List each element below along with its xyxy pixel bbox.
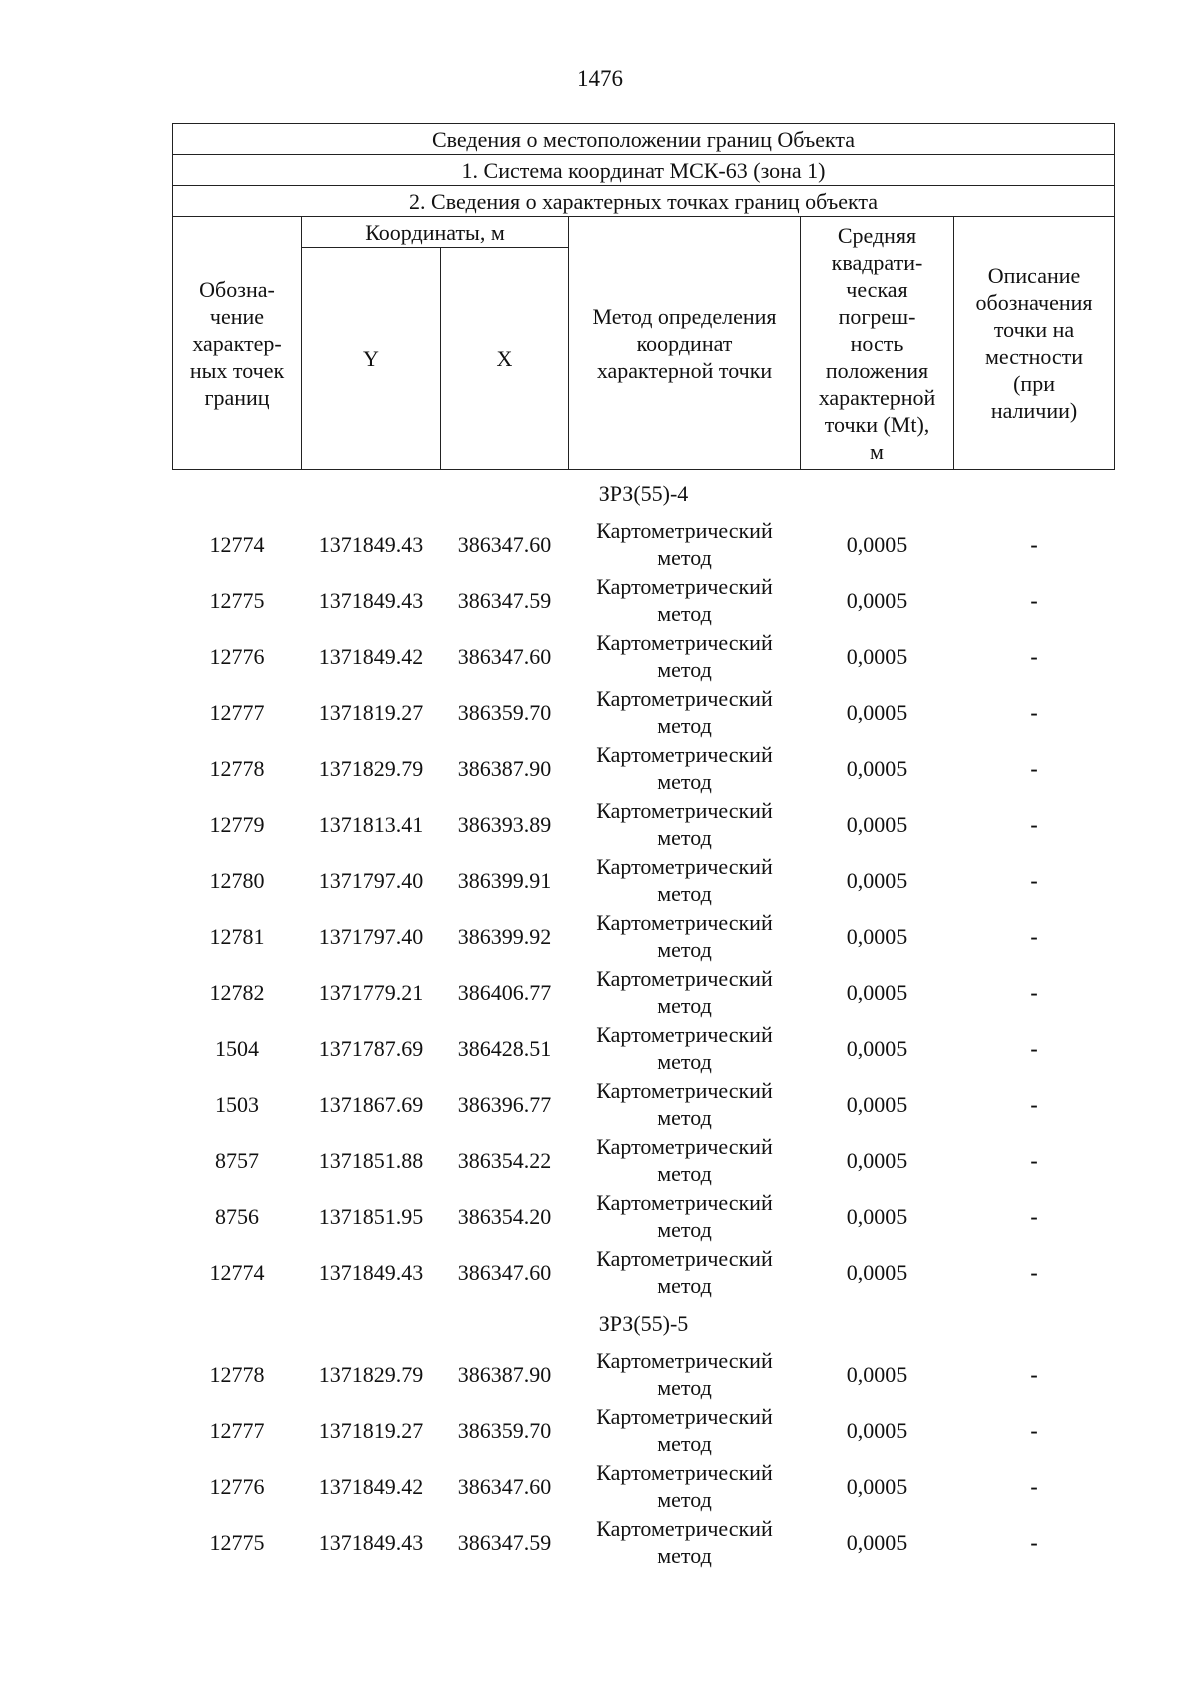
- coordinate-system: 1. Система координат МСК-63 (зона 1): [173, 155, 1115, 186]
- y-coordinate-cell: 1371819.27: [318, 1417, 424, 1443]
- x-coordinate-cell: 386399.92: [457, 923, 552, 949]
- table-row: [173, 1244, 1115, 1300]
- y-coordinate-cell: 1371797.40: [318, 923, 424, 949]
- method-cell: Картометрический метод: [596, 574, 773, 626]
- y-coordinate-cell: 1371849.42: [318, 1473, 424, 1499]
- table-row: [173, 1188, 1115, 1244]
- y-coordinate-cell: 1371829.79: [318, 755, 424, 781]
- description-cell: -: [1030, 1035, 1038, 1061]
- table-row: [173, 1076, 1115, 1132]
- table-row: [173, 628, 1115, 684]
- point-cell: 12778: [209, 755, 265, 781]
- y-coordinate-cell: 1371829.79: [318, 1361, 424, 1387]
- method-cell: Картометрический метод: [596, 630, 773, 682]
- page-number: 1476: [577, 66, 623, 91]
- method-cell: Картометрический метод: [596, 1404, 773, 1456]
- section-name: ЗРЗ(55)-5: [598, 1310, 689, 1336]
- y-coordinate-cell: 1371851.88: [318, 1147, 424, 1173]
- y-coordinate-cell: 1371849.43: [318, 587, 424, 613]
- col-point-header: Обозна- чение характер- ных точек границ: [173, 217, 302, 470]
- error-cell: 0,0005: [846, 1091, 908, 1117]
- point-cell: 12777: [209, 699, 265, 725]
- point-cell: 12774: [209, 531, 265, 557]
- description-cell: -: [1030, 811, 1038, 837]
- x-coordinate-cell: 386347.60: [457, 531, 552, 557]
- table-row: [173, 908, 1115, 964]
- method-cell: Картометрический метод: [596, 1190, 773, 1242]
- error-cell: 0,0005: [846, 699, 908, 725]
- point-cell: 8757: [215, 1147, 259, 1173]
- point-cell: 8756: [215, 1203, 259, 1229]
- y-coordinate-cell: 1371797.40: [318, 867, 424, 893]
- description-cell: -: [1030, 1259, 1038, 1285]
- point-cell: 1503: [215, 1091, 259, 1117]
- table-row: [173, 684, 1115, 740]
- method-cell: Картометрический метод: [596, 1516, 773, 1568]
- x-coordinate-cell: 386387.90: [457, 1361, 552, 1387]
- method-cell: Картометрический метод: [596, 742, 773, 794]
- error-cell: 0,0005: [846, 1361, 908, 1387]
- col-desc-header: Описание обозначения точки на местности (при наличии): [954, 217, 1115, 470]
- error-cell: 0,0005: [846, 1035, 908, 1061]
- col-method-header: Метод определения координат характерной точки: [569, 217, 801, 470]
- table-row: [173, 516, 1115, 572]
- x-coordinate-cell: 386396.77: [457, 1091, 552, 1117]
- x-coordinate-cell: 386359.70: [457, 699, 552, 725]
- description-cell: -: [1030, 1529, 1038, 1555]
- point-cell: 12776: [209, 1473, 265, 1499]
- description-cell: -: [1030, 699, 1038, 725]
- y-coordinate-cell: 1371849.43: [318, 531, 424, 557]
- points-info-row: [173, 186, 1115, 217]
- error-cell: 0,0005: [846, 1259, 908, 1285]
- description-cell: -: [1030, 1091, 1038, 1117]
- error-cell: 0,0005: [846, 1417, 908, 1443]
- point-cell: 12776: [209, 643, 265, 669]
- method-cell: Картометрический метод: [596, 1078, 773, 1130]
- y-coordinate-cell: 1371813.41: [318, 811, 424, 837]
- error-cell: 0,0005: [846, 643, 908, 669]
- x-coordinate-cell: 386359.70: [457, 1417, 552, 1443]
- error-cell: 0,0005: [846, 1203, 908, 1229]
- table-row: [173, 740, 1115, 796]
- col-error-header: Средняя квадрати- ческая погреш- ность положения характерной точки (Mt), м: [801, 217, 954, 470]
- error-cell: 0,0005: [846, 923, 908, 949]
- y-coordinate-cell: 1371851.95: [318, 1203, 424, 1229]
- x-coordinate-cell: 386399.91: [457, 867, 552, 893]
- table-row: [173, 1458, 1115, 1514]
- y-coordinate-cell: 1371849.43: [318, 1259, 424, 1285]
- section-header-row: [173, 470, 1115, 517]
- method-cell: Картометрический метод: [596, 854, 773, 906]
- description-cell: -: [1030, 531, 1038, 557]
- y-coordinate-cell: 1371779.21: [318, 979, 424, 1005]
- table-row: [173, 964, 1115, 1020]
- description-cell: -: [1030, 867, 1038, 893]
- table-row: [173, 1132, 1115, 1188]
- method-cell: Картометрический метод: [596, 1246, 773, 1298]
- description-cell: -: [1030, 1147, 1038, 1173]
- y-coordinate-cell: 1371819.27: [318, 699, 424, 725]
- points-info-title: 2. Сведения о характерных точках границ объекта: [173, 186, 1115, 217]
- point-cell: 12780: [209, 867, 265, 893]
- error-cell: 0,0005: [846, 811, 908, 837]
- error-cell: 0,0005: [846, 531, 908, 557]
- table-row: [173, 1346, 1115, 1402]
- table-row: [173, 572, 1115, 628]
- section-header-row: [173, 1300, 1115, 1346]
- x-coordinate-cell: 386347.60: [457, 1473, 552, 1499]
- section-name: ЗРЗ(55)-4: [598, 480, 689, 506]
- table-row: [173, 1402, 1115, 1458]
- point-cell: 12775: [209, 1529, 265, 1555]
- method-cell: Картометрический метод: [596, 686, 773, 738]
- description-cell: -: [1030, 1203, 1038, 1229]
- error-cell: 0,0005: [846, 1473, 908, 1499]
- table-row: [173, 1020, 1115, 1076]
- y-coordinate-cell: 1371867.69: [318, 1091, 424, 1117]
- col-coords-header: Координаты, м: [302, 217, 569, 248]
- x-coordinate-cell: 386393.89: [457, 811, 552, 837]
- point-cell: 12777: [209, 1417, 265, 1443]
- method-cell: Картометрический метод: [596, 1022, 773, 1074]
- error-cell: 0,0005: [846, 1529, 908, 1555]
- method-cell: Картометрический метод: [596, 1348, 773, 1400]
- point-cell: 12781: [209, 923, 265, 949]
- point-cell: 12774: [209, 1259, 265, 1285]
- table-row: [173, 1514, 1115, 1570]
- y-coordinate-cell: 1371849.42: [318, 643, 424, 669]
- description-cell: -: [1030, 1473, 1038, 1499]
- point-cell: 12778: [209, 1361, 265, 1387]
- x-coordinate-cell: 386347.60: [457, 1259, 552, 1285]
- description-cell: -: [1030, 1361, 1038, 1387]
- table-title: Сведения о местоположении границ Объекта: [173, 124, 1115, 155]
- coordinate-system-row: [173, 155, 1115, 186]
- x-coordinate-cell: 386347.60: [457, 643, 552, 669]
- col-y-header: Y: [302, 248, 441, 470]
- description-cell: -: [1030, 979, 1038, 1005]
- description-cell: -: [1030, 643, 1038, 669]
- method-cell: Картометрический метод: [596, 1134, 773, 1186]
- x-coordinate-cell: 386387.90: [457, 755, 552, 781]
- method-cell: Картометрический метод: [596, 966, 773, 1018]
- description-cell: -: [1030, 1417, 1038, 1443]
- col-x-header: X: [441, 248, 569, 470]
- method-cell: Картометрический метод: [596, 910, 773, 962]
- y-coordinate-cell: 1371787.69: [318, 1035, 424, 1061]
- error-cell: 0,0005: [846, 1147, 908, 1173]
- table-row: [173, 852, 1115, 908]
- x-coordinate-cell: 386354.20: [457, 1203, 552, 1229]
- table-row: [173, 796, 1115, 852]
- boundary-points-table: [172, 123, 1115, 1570]
- point-cell: 12782: [209, 979, 265, 1005]
- title-row: [173, 124, 1115, 155]
- description-cell: -: [1030, 587, 1038, 613]
- x-coordinate-cell: 386428.51: [457, 1035, 552, 1061]
- point-cell: 1504: [215, 1035, 259, 1061]
- method-cell: Картометрический метод: [596, 1460, 773, 1512]
- method-cell: Картометрический метод: [596, 518, 773, 570]
- error-cell: 0,0005: [846, 979, 908, 1005]
- description-cell: -: [1030, 755, 1038, 781]
- error-cell: 0,0005: [846, 867, 908, 893]
- error-cell: 0,0005: [846, 755, 908, 781]
- y-coordinate-cell: 1371849.43: [318, 1529, 424, 1555]
- x-coordinate-cell: 386354.22: [457, 1147, 552, 1173]
- point-cell: 12779: [209, 811, 265, 837]
- column-header-row-1: [173, 217, 1115, 248]
- x-coordinate-cell: 386406.77: [457, 979, 552, 1005]
- point-cell: 12775: [209, 587, 265, 613]
- error-cell: 0,0005: [846, 587, 908, 613]
- x-coordinate-cell: 386347.59: [457, 1529, 552, 1555]
- method-cell: Картометрический метод: [596, 798, 773, 850]
- x-coordinate-cell: 386347.59: [457, 587, 552, 613]
- description-cell: -: [1030, 923, 1038, 949]
